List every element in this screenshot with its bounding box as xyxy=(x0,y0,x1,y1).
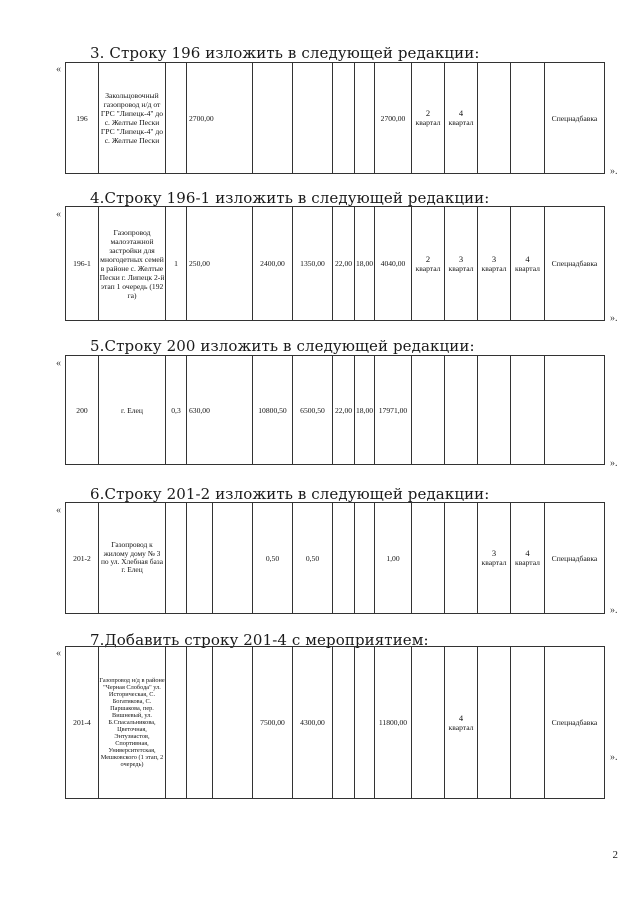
total-cell: 2700,00 xyxy=(375,63,412,174)
quote-open: « xyxy=(56,358,61,369)
cell xyxy=(253,63,293,174)
executor-cell: Спецнадбавка xyxy=(545,647,605,799)
total-cell: 1,00 xyxy=(375,503,412,614)
executor-cell: Спецнадбавка xyxy=(545,503,605,614)
cell xyxy=(187,503,213,614)
table-row-201-4 xyxy=(65,646,605,799)
section-5-heading: 5.Строку 200 изложить в следующей редакции: xyxy=(90,337,475,355)
row-number: 200 xyxy=(66,356,99,465)
quarter-cell: 3 квартал xyxy=(478,207,511,321)
cell-value: 18,00 xyxy=(355,207,375,321)
total-cell: 4040,00 xyxy=(375,207,412,321)
cell-value: 18,00 xyxy=(355,356,375,465)
total-cell: 11800,00 xyxy=(375,647,412,799)
cell xyxy=(511,356,545,465)
quote-close: ». xyxy=(610,605,618,616)
cell xyxy=(213,647,253,799)
cell xyxy=(166,63,187,174)
quote-open: « xyxy=(56,648,61,659)
section-6-heading: 6.Строку 201-2 изложить в следующей редакции: xyxy=(90,485,490,503)
cell xyxy=(511,647,545,799)
page-number: 2 xyxy=(612,849,618,861)
row-description: Газопровод н/д в районе "Черная Слобода" ул. Историческая, С. Богатикова, С. Паршакова, пер. Вишневый, ул. Б.Спасальникова, Цветочная, Энтузиастов, Спортивная, Университетская, Мешковского (1 этап, 2 очередь) xyxy=(99,647,166,799)
quote-close: ». xyxy=(610,166,618,177)
cell xyxy=(355,503,375,614)
cell xyxy=(333,647,355,799)
row-number: 201-2 xyxy=(66,503,99,614)
section-7-heading: 7.Добавить строку 201-4 с мероприятием: xyxy=(90,631,429,649)
section-4-heading: 4.Строку 196-1 изложить в следующей редакции: xyxy=(90,189,490,207)
executor-cell: Спецнадбавка xyxy=(545,207,605,321)
table-row-196 xyxy=(65,62,605,174)
quarter-cell: 3 квартал xyxy=(478,503,511,614)
quarter-cell: 2 квартал xyxy=(412,207,445,321)
quote-close: ». xyxy=(610,458,618,469)
cell-value: 1350,00 xyxy=(293,207,333,321)
cell xyxy=(511,63,545,174)
section-3-heading: 3. Строку 196 изложить в следующей редакции: xyxy=(90,44,480,62)
quote-close: ». xyxy=(610,752,618,763)
cell-value: 6500,50 xyxy=(293,356,333,465)
quarter-cell: 4 квартал xyxy=(511,207,545,321)
cell xyxy=(166,647,187,799)
quarter-cell: 4 квартал xyxy=(511,503,545,614)
quarter-cell: 3 квартал xyxy=(445,207,478,321)
cell xyxy=(412,503,445,614)
cell xyxy=(166,503,187,614)
cell-value: 630,00 xyxy=(187,356,253,465)
row-number: 196-1 xyxy=(66,207,99,321)
cell-value: 250,00 xyxy=(187,207,253,321)
row-number: 196 xyxy=(66,63,99,174)
row-description: Газопровод малоэтажной застройки для многодетных семей в районе с. Желтые Пески г. Липецк 2-й этап 1 очередь (192 га) xyxy=(99,207,166,321)
row-number: 201-4 xyxy=(66,647,99,799)
table-row-196-1 xyxy=(65,206,605,321)
table-row-200 xyxy=(65,355,605,465)
cell xyxy=(478,647,511,799)
cell xyxy=(333,63,355,174)
cell xyxy=(355,63,375,174)
cell-value: 4300,00 xyxy=(293,647,333,799)
executor-cell: Спецнадбавка xyxy=(545,63,605,174)
cell xyxy=(187,647,213,799)
total-cell: 17971,00 xyxy=(375,356,412,465)
cell xyxy=(213,503,253,614)
row-description: Закольцовочный газопровод н/д от ГРС "Липецк-4" до с. Желтые Пески ГРС "Липецк-4" до с. Желтые Пески xyxy=(99,63,166,174)
quarter-cell: 2 квартал xyxy=(412,63,445,174)
cell xyxy=(478,63,511,174)
cell xyxy=(545,356,605,465)
quarter-cell: 4 квартал xyxy=(445,63,478,174)
row-description: Газопровод к жилому дому № 3 по ул. Хлебная база г. Елец xyxy=(99,503,166,614)
row-description: г. Елец xyxy=(99,356,166,465)
table-row-201-2 xyxy=(65,502,605,614)
cell-value: 0,50 xyxy=(253,503,293,614)
cell xyxy=(445,503,478,614)
cell xyxy=(355,647,375,799)
cell-value: 7500,00 xyxy=(253,647,293,799)
cell-value: 2700,00 xyxy=(187,63,253,174)
cell xyxy=(293,63,333,174)
cell-value: 22,00 xyxy=(333,207,355,321)
cell-value: 0,3 xyxy=(166,356,187,465)
quote-close: ». xyxy=(610,313,618,324)
quarter-cell: 4 квартал xyxy=(445,647,478,799)
cell xyxy=(478,356,511,465)
quote-open: « xyxy=(56,209,61,220)
cell xyxy=(412,356,445,465)
cell-value: 1 xyxy=(166,207,187,321)
cell-value: 22,00 xyxy=(333,356,355,465)
cell xyxy=(412,647,445,799)
cell-value: 0,50 xyxy=(293,503,333,614)
quote-open: « xyxy=(56,505,61,516)
cell-value: 2400,00 xyxy=(253,207,293,321)
cell xyxy=(445,356,478,465)
cell-value: 10800,50 xyxy=(253,356,293,465)
quote-open: « xyxy=(56,64,61,75)
cell xyxy=(333,503,355,614)
